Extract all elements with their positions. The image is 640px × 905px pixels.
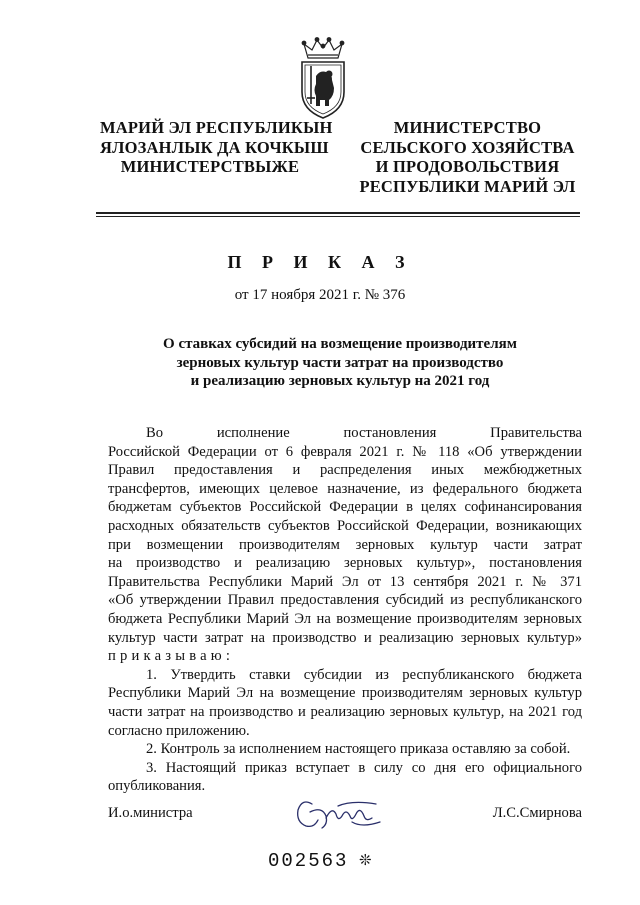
body-line: Во исполнение постановления Правительства	[146, 425, 582, 441]
document-body	[108, 424, 582, 796]
subject-line: зерновых культур части затрат на производство	[176, 354, 504, 371]
body-line: согласно приложению.	[108, 722, 250, 739]
body-line: при возмещении производителям зерновых культур части затрат	[108, 536, 582, 553]
body-line: «Об утверждении Правил предоставления субсидий из республиканского	[108, 592, 582, 609]
body-line: 1. Утвердить ставки субсидии из республиканского бюджета	[146, 666, 582, 683]
coat-of-arms-emblem	[296, 36, 350, 120]
body-line: Российской Федерации от 6 февраля 2021 г. № 118 «Об утверждении	[108, 443, 582, 460]
body-line: культур части затрат на производство и реализацию зерновых культур»	[108, 629, 582, 646]
header-left-line: МАРИЙ ЭЛ РЕСПУБЛИКЫН	[100, 118, 333, 137]
header-right-line: СЕЛЬСКОГО ХОЗЯЙСТВА	[360, 137, 575, 157]
header-left-block	[100, 118, 333, 177]
body-line: Правительства Республики Марий Эл от 13 сентября 2021 г. № 371	[108, 573, 582, 590]
serial-ornament-icon: ❊	[359, 853, 372, 869]
handwritten-signature	[292, 792, 384, 834]
body-line: бюджетам субъектов Российской Федерации в целях софинансирования	[108, 499, 582, 516]
signatory-position: И.о.министра	[108, 805, 193, 821]
body-line: 3. Настоящий приказ вступает в силу со дня его официального	[146, 759, 582, 776]
header-right-line: И ПРОДОВОЛЬСТВИЯ	[375, 157, 560, 176]
body-line: расходных обязательств субъектов Российской Федерации, возникающих	[108, 517, 582, 534]
document-date-number: от 17 ноября 2021 г. № 376	[234, 287, 406, 303]
document-subject	[100, 335, 580, 391]
header-divider-thin	[96, 216, 580, 217]
serial-number: 002563	[268, 850, 349, 872]
body-line: опубликования.	[108, 778, 206, 795]
body-line: трансфертов, имеющих целевое назначение, из федерального бюджета	[108, 480, 582, 497]
subject-line: и реализацию зерновых культур на 2021 год	[190, 373, 490, 389]
body-line: Республики Марий Эл на возмещение производителям зерновых культур	[108, 685, 582, 702]
body-line: 2. Контроль за исполнением настоящего приказа оставляю за собой.	[146, 741, 571, 758]
body-line: Правил предоставления и распределения иных межбюджетных	[108, 462, 582, 479]
header-left-line: МИНИСТЕРСТВЫЖЕ	[120, 157, 300, 176]
header-right-line: МИНИСТЕРСТВО	[393, 118, 542, 137]
header-divider	[96, 212, 580, 214]
body-line: на производство и реализацию зерновых культур», постановления	[108, 555, 582, 572]
header-left-line: ЯЛОЗАНЛЫК ДА КОЧКЫШ	[100, 137, 329, 157]
body-line: части затрат на производство и реализацию зерновых культур, на 2021 год	[108, 703, 582, 720]
order-keyword: приказываю:	[108, 648, 235, 665]
body-line: бюджета Республики Марий Эл на возмещение производителям зерновых	[108, 610, 582, 627]
header-right-block	[345, 118, 590, 196]
document-type-title: П Р И К А З	[227, 252, 413, 272]
signatory-name: Л.С.Смирнова	[492, 805, 582, 821]
header-right-line: РЕСПУБЛИКИ МАРИЙ ЭЛ	[359, 176, 576, 196]
subject-line: О ставках субсидий на возмещение производителям	[163, 336, 517, 352]
